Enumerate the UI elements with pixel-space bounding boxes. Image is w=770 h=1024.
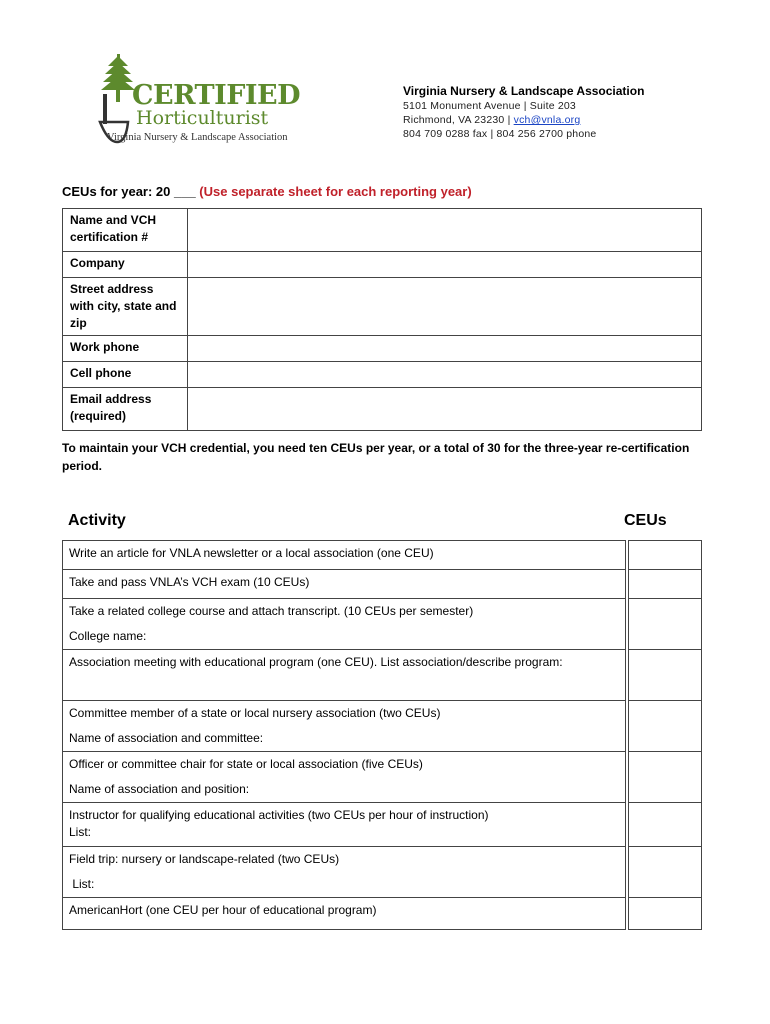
activity-heading: Activity [68,512,126,529]
table-row [63,388,702,431]
ceu-field-instructor[interactable] [629,803,702,847]
table-row [63,650,702,701]
ceu-field-officer[interactable] [629,752,702,803]
maintain-requirement-text: To maintain your VCH credential, you need ten CEUs per year, or a total of 30 for the three-year re-certification period. [62,441,690,473]
ceu-field-americanhort[interactable] [629,898,702,930]
activity-college-course [63,599,626,650]
org-name: Virginia Nursery & Landscape Association [403,84,645,98]
instructor-list-label: List: [69,825,92,839]
email-field[interactable] [188,388,702,431]
instructor-text: Instructor for qualifying educational activities (two CEUs per hour of instruction) [69,808,489,822]
ceu-year-line [62,184,472,199]
table-row [63,803,702,847]
ceu-field-meeting[interactable] [629,650,702,701]
city-line [403,114,580,127]
table-row [63,570,702,599]
activity-committee-member [63,701,626,752]
work-phone-field[interactable] [188,336,702,362]
name-field[interactable] [188,209,702,252]
activity-association-meeting: Association meeting with educational program (one CEU). List association/describe program: [63,650,626,701]
ceu-field-field-trip[interactable] [629,847,702,898]
table-row [63,752,702,803]
activity-article: Write an article for VNLA newsletter or a local association (one CEU) [63,541,626,570]
ceu-year-label: CEUs for year: 20 ___ [62,184,200,199]
table-row [63,599,702,650]
activity-exam: Take and pass VNLA’s VCH exam (10 CEUs) [63,570,626,599]
company-label: Company [63,252,188,278]
city-text: Richmond, VA 23230 | [403,114,514,126]
ceu-field-committee[interactable] [629,701,702,752]
activity-field-trip [63,847,626,898]
ceus-heading: CEUs [624,512,667,529]
company-field[interactable] [188,252,702,278]
work-phone-label: Work phone [63,336,188,362]
field-trip-list-label: List: [69,877,95,891]
table-row [63,278,702,336]
name-label: Name and VCH certification # [63,209,188,252]
table-row [63,541,702,570]
street-address-field[interactable] [188,278,702,336]
committee-name-label: Name of association and committee: [69,731,264,745]
college-course-text: Take a related college course and attach transcript. (10 CEUs per semester) [69,604,474,618]
activity-instructor [63,803,626,847]
phone-line: 804 709 0288 fax | 804 256 2700 phone [403,128,597,140]
logo-tagline: Virginia Nursery & Landscape Association [107,132,288,143]
ceu-year-note: (Use separate sheet for each reporting year) [199,184,472,199]
cell-phone-field[interactable] [188,362,702,388]
table-row [63,209,702,252]
officer-position-label: Name of association and position: [69,782,250,796]
cell-phone-label: Cell phone [63,362,188,388]
officer-text: Officer or committee chair for state or local association (five CEUs) [69,757,423,771]
email-label: Email address (required) [63,388,188,431]
address-line: 5101 Monument Avenue | Suite 203 [403,100,576,112]
college-name-label: College name: [69,629,147,643]
field-trip-text: Field trip: nursery or landscape-related (two CEUs) [69,852,340,866]
table-row [63,252,702,278]
ceu-field-exam[interactable] [629,570,702,599]
committee-member-text: Committee member of a state or local nursery association (two CEUs) [69,706,441,720]
table-row [63,847,702,898]
logo-horticulturist-text: Horticulturist [136,107,269,129]
activity-officer [63,752,626,803]
street-address-label: Street address with city, state and zip [63,278,188,336]
table-row [63,898,702,930]
email-link[interactable]: vch@vnla.org [513,114,581,126]
table-row [63,701,702,752]
ceu-field-college[interactable] [629,599,702,650]
activity-americanhort: AmericanHort (one CEU per hour of educational program) [63,898,626,930]
table-row [63,362,702,388]
table-row [63,336,702,362]
activity-table [62,540,702,930]
logo-certified-text: CERTIFIED [132,80,301,111]
contact-info-table [62,208,702,431]
ceu-field-article[interactable] [629,541,702,570]
